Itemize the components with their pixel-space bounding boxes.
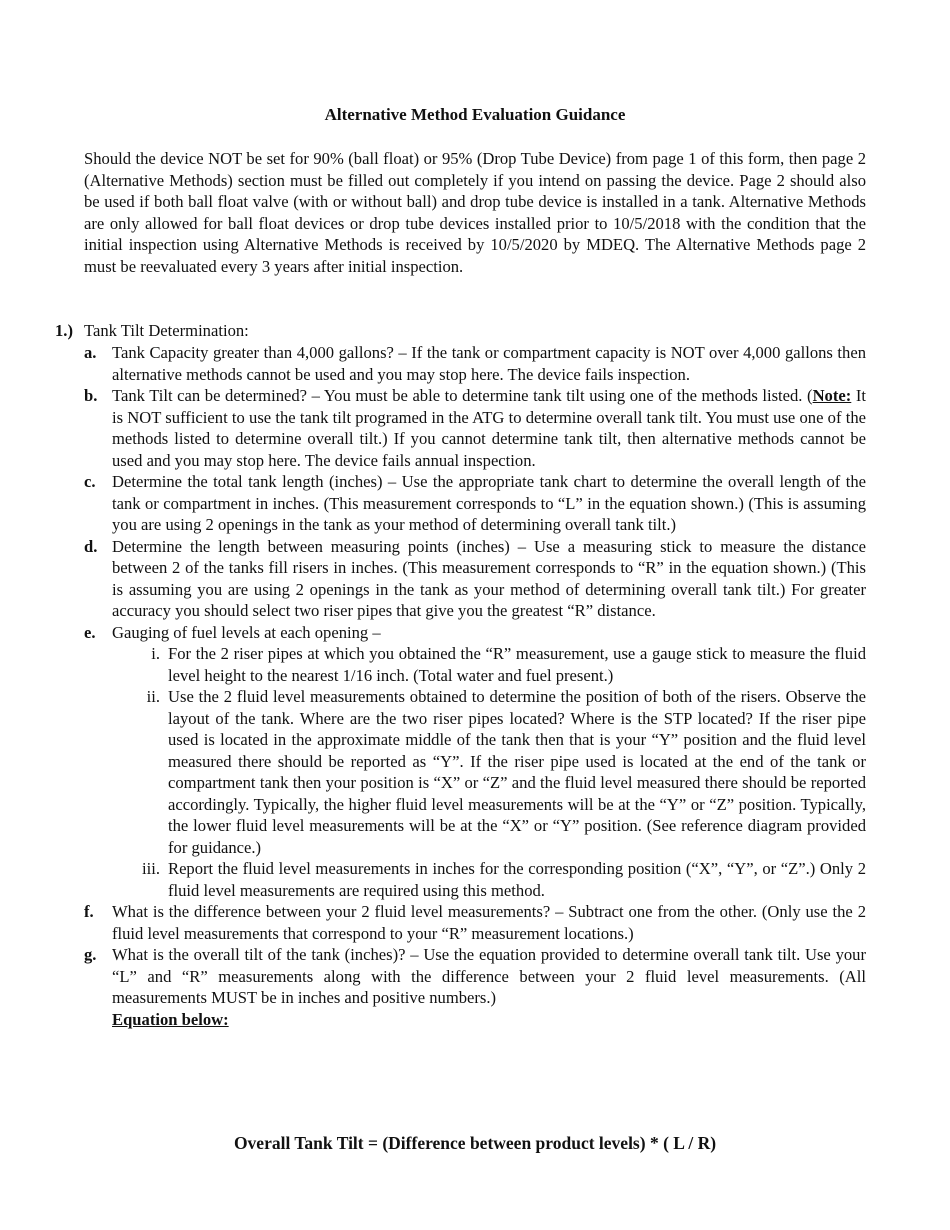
intro-paragraph: Should the device NOT be set for 90% (ball float) or 95% (Drop Tube Device) from page 1 of this form, then page 2 (Alternative Methods) section must be filled out completely if you intend on passing the device. Page 2 should also be used if both ball float valve (with or without ball) and drop tube device is installed in a tank. Alternative Methods are only allowed for ball float devices or drop tube devices installed prior to 10/5/2018 with the condition that the initial inspection using Alternative Methods is received by 10/5/2020 by MDEQ. The Alternative Methods page 2 must be reevaluated every 3 years after initial inspection. [84,149,866,276]
step-a [84,342,866,385]
substep-text: Report the fluid level measurements in inches for the corresponding position (“X”, “Y”, or “Z”.) Only 2 fluid level measurements are required using this method. [168,859,866,900]
step-e [84,622,866,644]
substep-ii [84,686,866,858]
step-b [84,385,866,471]
substep-text: For the 2 riser pipes at which you obtained the “R” measurement, use a gauge stick to measure the fluid level height to the nearest 1/16 inch. (Total water and fuel present.) [168,644,866,685]
note-label: Note: [812,386,852,405]
step-text: Determine the length between measuring points (inches) – Use a measuring stick to measure the distance between 2 of the tanks fill risers in inches. (This measurement corresponds to “R” in the equation shown.) (This is assuming you are using 2 openings in the tank as your method of determining overall tank tilt.) For greater accuracy you should select two riser pipes that give you the greatest “R” distance. [112,536,866,620]
step-text: What is the difference between your 2 fluid level measurements? – Subtract one from the other. (Only use the 2 fluid level measurements that correspond to your “R” measurement locations.) [112,902,866,943]
step-list [84,342,866,1030]
step-marker: d. [84,536,98,556]
section-title: Tank Tilt Determination: [84,321,249,340]
document-title: Alternative Method Evaluation Guidance [324,105,626,124]
step-c [84,471,866,536]
step-text-after: It is NOT sufficient to use the tank tilt programed in the ATG to determine overall tank tilt. You must use one of the methods listed to determine overall tilt.) If you cannot determine tank tilt, then alternative methods cannot be used and you may stop here. The device fails annual inspection. [112,386,866,470]
equation-heading: Equation below: [112,1009,229,1029]
step-text: Tank Capacity greater than 4,000 gallons? – If the tank or compartment capacity is NOT over 4,000 gallons then alternative methods cannot be used and you may stop here. The device fails inspection. [112,343,866,384]
step-text-before: Tank Tilt can be determined? – You must be able to determine tank tilt using one of the methods listed. ( [112,386,813,405]
step-marker: g. [84,945,97,964]
substep-iii [84,858,866,901]
substep-marker: i. [151,644,160,663]
step-text: Determine the total tank length (inches) – Use the appropriate tank chart to determine the overall length of the tank or compartment in inches. (This measurement corresponds to “L” in the equation shown.) (This is assuming you are using 2 openings in the tank as your method of determining overall tank tilt.) [112,472,866,534]
step-g [84,944,866,1030]
substep-marker: ii. [146,687,160,706]
step-marker: f. [84,902,94,921]
substep-marker: iii. [142,859,160,878]
step-marker: a. [84,343,97,362]
equation-formula: Overall Tank Tilt = (Difference between product levels) * ( L / R) [233,1133,717,1153]
step-marker: e. [84,622,96,642]
step-text: Gauging of fuel levels at each opening – [112,622,381,642]
step-d [84,536,866,622]
substep-i [84,643,866,686]
step-marker: c. [84,472,96,491]
section-number: 1.) [55,321,73,340]
step-text: What is the overall tilt of the tank (inches)? – Use the equation provided to determine overall tank tilt. Use your “L” and “R” measurements along with the difference between your 2 fluid level measurements. (All measurements MUST be in inches and positive numbers.) [112,945,866,1007]
step-marker: b. [84,386,98,405]
substep-text: Use the 2 fluid level measurements obtained to determine the position of both of the risers. Observe the layout of the tank. Where are the two riser pipes located? Where is the STP located? If the riser pipe used is located in the approximate middle of the tank then that is your “Y” position and the fluid level measured there should be reported as “Y”. If the riser pipe used is located at the end of the tank or compartment tank then your position is “X” or “Z” and the fluid level measured there should be reported accordingly. Typically, the higher fluid level measurements will be at the “Y” or “Z” position. Typically, the lower fluid level measurements will be at the “X” or “Y” position. (See reference diagram provided for guidance.) [168,687,866,857]
step-f [84,901,866,944]
